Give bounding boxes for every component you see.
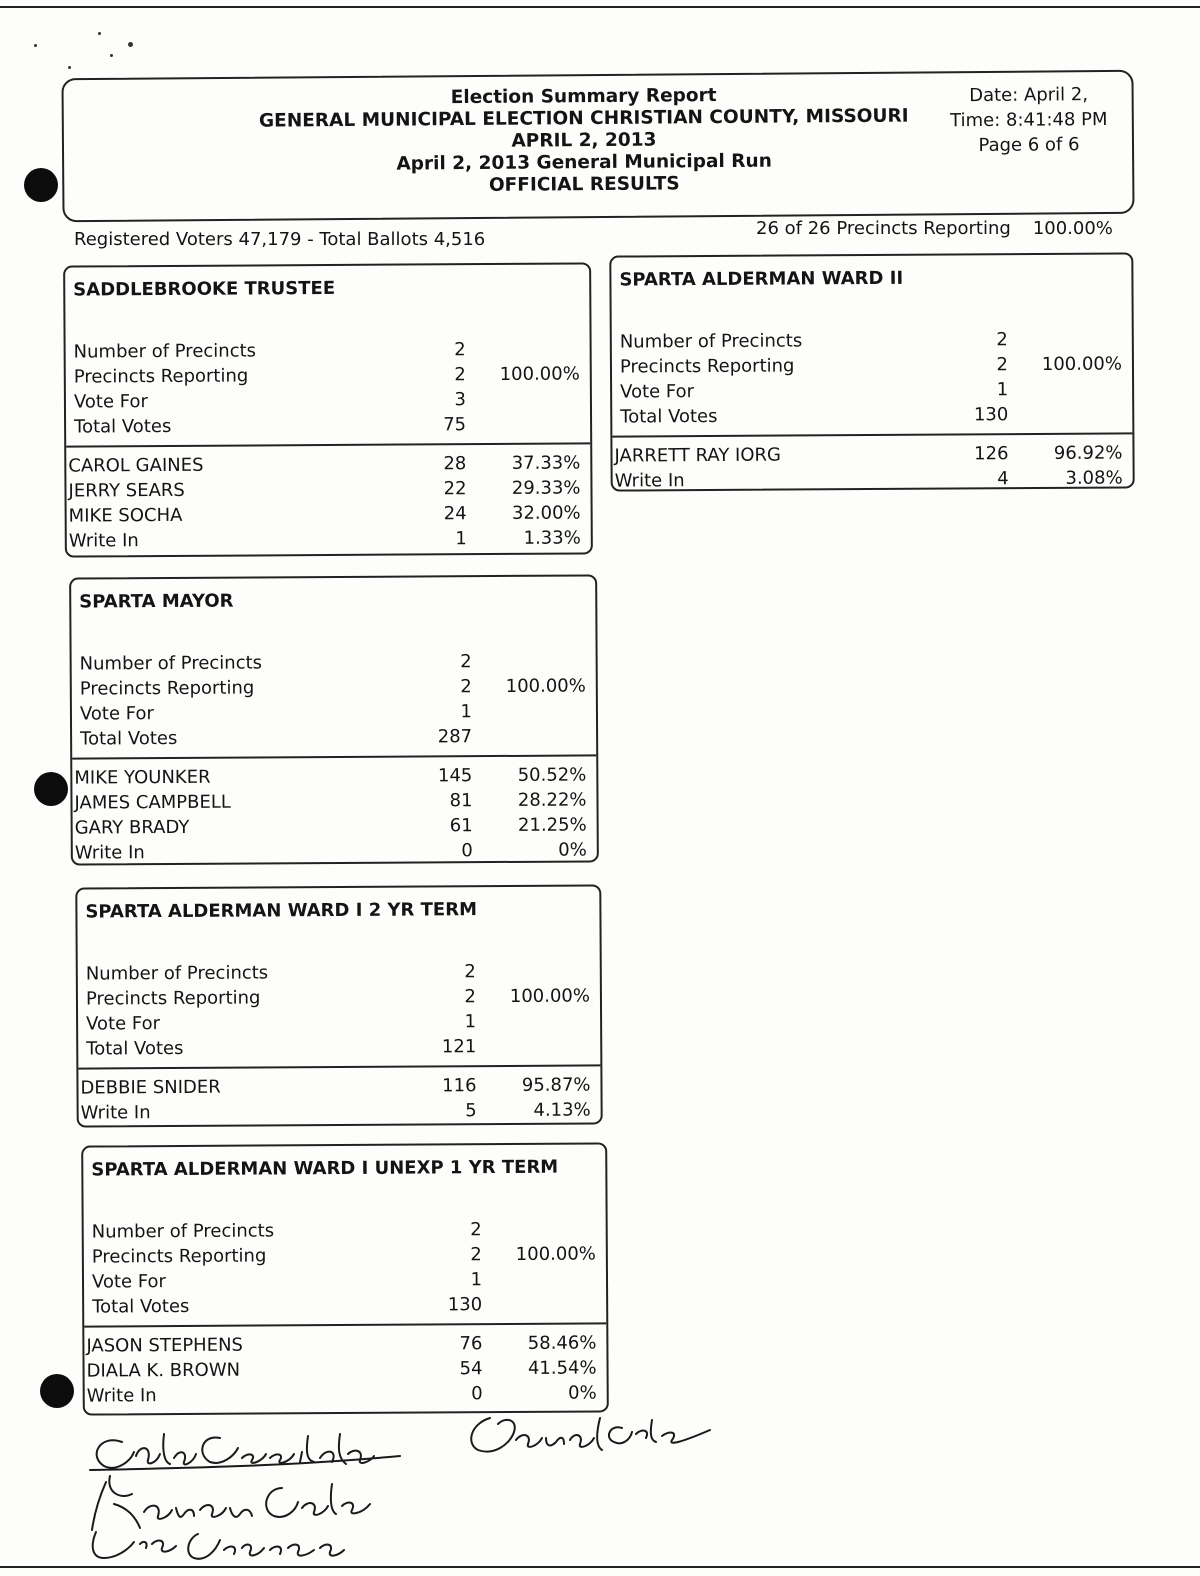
race-sparta-alderman-ward-ii [609, 252, 1134, 491]
precincts-summary [756, 218, 1113, 239]
signature-2 [471, 1418, 710, 1452]
signature-1 [90, 1434, 400, 1470]
stat-precincts-reporting: Precincts Reporting 2 100.00% [91, 1243, 596, 1268]
divider-line [66, 442, 590, 447]
stat-number-of-precincts: Number of Precincts 2 [73, 339, 466, 363]
punch-hole-bottom [40, 1374, 74, 1408]
stat-number-of-precincts: Number of Precincts 2 [79, 651, 472, 675]
signature-4 [93, 1532, 344, 1559]
race-stats [84, 1216, 607, 1408]
stat-vote-for: Vote For 1 [79, 701, 473, 725]
race-title: SPARTA ALDERMAN WARD I UNEXP 1 YR TERM [91, 1156, 559, 1181]
candidate-row: Write In 4 3.08% [614, 467, 1123, 492]
divider-line [84, 1322, 606, 1327]
handwritten-signatures [70, 1404, 750, 1564]
scan-border-bottom [0, 1566, 1200, 1568]
report-header [61, 70, 1134, 222]
report-time: Time: 8:41:48 PM [950, 108, 1108, 132]
punch-hole-top [24, 168, 58, 202]
candidate-row: JARRETT RAY IORG 126 96.92% [614, 442, 1123, 467]
race-sparta-alderman-ward-i-unexp [81, 1142, 609, 1415]
candidate-row: DEBBIE SNIDER 116 95.87% [80, 1074, 591, 1099]
race-title: SPARTA ALDERMAN WARD II [619, 267, 904, 291]
candidate-row: DIALA K. BROWN 54 41.54% [86, 1357, 597, 1382]
race-sparta-alderman-ward-i-2yr [75, 884, 602, 1127]
stat-total-votes: Total Votes 75 [74, 414, 467, 438]
results-type: OFFICIAL RESULTS [488, 173, 680, 196]
precincts-reporting-pct: 100.00% [1032, 218, 1113, 239]
candidate-row: JASON STEPHENS 76 58.46% [86, 1332, 597, 1357]
stat-precincts-reporting: Precincts Reporting 2 100.00% [79, 675, 586, 700]
stat-vote-for: Vote For 1 [620, 379, 1009, 403]
race-saddlebrooke-trustee [63, 262, 593, 557]
candidate-row: MIKE SOCHA 24 32.00% [68, 502, 581, 527]
race-stats [66, 336, 591, 553]
candidate-row: GARY BRADY 61 21.25% [74, 814, 587, 839]
election-date: APRIL 2, 2013 [511, 129, 657, 152]
race-title: SPARTA ALDERMAN WARD I 2 YR TERM [85, 899, 478, 923]
report-title: Election Summary Report [450, 85, 717, 109]
scan-speck [68, 66, 71, 69]
stat-total-votes: Total Votes 130 [620, 404, 1009, 428]
precincts-reporting-text: 26 of 26 Precincts Reporting [756, 218, 1011, 239]
scan-speck [34, 44, 37, 47]
registered-voters: Registered Voters 47,179 - Total Ballots 4,516 [74, 229, 486, 250]
stat-vote-for: Vote For 1 [86, 1011, 477, 1035]
page-number: Page 6 of 6 [978, 134, 1080, 157]
race-sparta-mayor [69, 574, 599, 865]
election-name: GENERAL MUNICIPAL ELECTION CHRISTIAN COUNTY, MISSOURI [258, 105, 909, 132]
stat-precincts-reporting: Precincts Reporting 2 100.00% [619, 353, 1123, 378]
stat-vote-for: Vote For 1 [91, 1269, 483, 1293]
candidate-row: MIKE YOUNKER 145 50.52% [74, 764, 587, 789]
stat-number-of-precincts: Number of Precincts 2 [619, 329, 1008, 353]
stat-precincts-reporting: Precincts Reporting 2 100.00% [73, 363, 580, 388]
signature-3 [92, 1476, 370, 1530]
run-name: April 2, 2013 General Municipal Run [396, 150, 772, 175]
race-title: SADDLEBROOKE TRUSTEE [73, 277, 336, 301]
stat-total-votes: Total Votes 287 [80, 726, 473, 750]
header-meta [934, 82, 1125, 158]
report-date: Date: April 2, [969, 84, 1089, 107]
candidate-row: JAMES CAMPBELL 81 28.22% [74, 789, 587, 814]
candidate-row: Write In 0 0% [86, 1382, 597, 1407]
scan-speck [128, 42, 133, 47]
stat-total-votes: Total Votes 130 [92, 1294, 483, 1318]
candidate-row: CAROL GAINES 28 37.33% [68, 452, 581, 477]
stat-number-of-precincts: Number of Precincts 2 [91, 1219, 482, 1243]
candidate-row: Write In 1 1.33% [68, 527, 581, 552]
punch-hole-middle [34, 772, 68, 806]
candidate-row: Write In 5 4.13% [80, 1099, 591, 1124]
stat-vote-for: Vote For 3 [73, 389, 467, 413]
divider-line [612, 432, 1132, 437]
stat-precincts-reporting: Precincts Reporting 2 100.00% [85, 985, 591, 1010]
stat-number-of-precincts: Number of Precincts 2 [85, 961, 476, 985]
race-stats [612, 326, 1133, 493]
race-stats [72, 648, 597, 865]
race-stats [78, 958, 601, 1125]
divider-line [78, 1064, 600, 1069]
race-title: SPARTA MAYOR [79, 590, 234, 613]
scan-speck [110, 54, 113, 57]
stat-total-votes: Total Votes 121 [86, 1036, 477, 1060]
candidate-row: Write In 0 0% [74, 839, 587, 864]
header-title-block [254, 84, 915, 199]
candidate-row: JERRY SEARS 22 29.33% [68, 477, 581, 502]
divider-line [72, 754, 596, 759]
scan-border-top [0, 6, 1200, 8]
scan-speck [98, 32, 101, 35]
